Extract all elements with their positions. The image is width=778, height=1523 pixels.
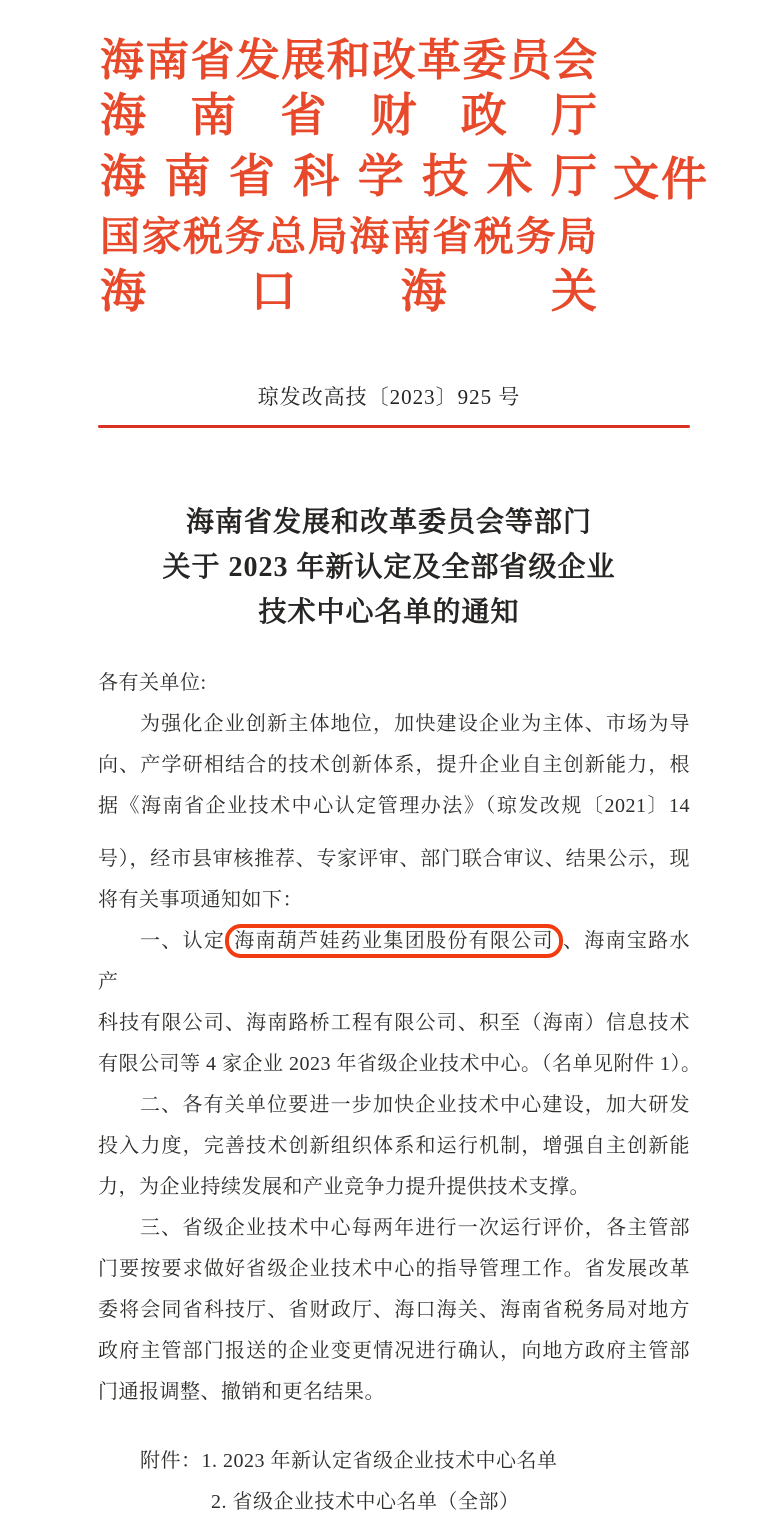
body-line: 据《海南省企业技术中心认定管理办法》（琼发改规〔2021〕14 xyxy=(98,795,690,817)
body-line: 科技有限公司、海南路桥工程有限公司、积至（海南）信息技术 xyxy=(98,1012,690,1034)
body-line-item-one xyxy=(98,921,690,1003)
doc-number: 琼发改高技〔2023〕925 号 xyxy=(257,385,521,409)
highlighted-company-name: 海南葫芦娃药业集团股份有限公司 xyxy=(234,930,554,952)
agency-line-3-row xyxy=(100,143,778,209)
body-line: 政府主管部门报送的企业变更情况进行确认，向地方政府主管部 xyxy=(98,1340,690,1362)
body-line: 将有关事项通知如下： xyxy=(98,889,303,911)
body-line: 有限公司等 4 家企业 2023 年省级企业技术中心。（名单见附件 1）。 xyxy=(98,1053,702,1075)
body-line: 力，为企业持续发展和产业竞争力提升提供技术支撑。 xyxy=(98,1176,590,1198)
letterhead xyxy=(0,0,778,319)
attachment-label: 附件： xyxy=(140,1450,202,1472)
agency-line-2: 海南省财政厅 xyxy=(100,90,597,141)
body-line: 委将会同省科技厅、省财政厅、海口海关、海南省税务局对地方 xyxy=(98,1299,690,1321)
item-one-prefix: 一、认定 xyxy=(140,930,226,952)
body-line: 门要按要求做好省级企业技术中心的指导管理工作。省发展改革 xyxy=(98,1258,690,1280)
notice-title xyxy=(0,500,778,635)
doc-type-label: 文件 xyxy=(613,154,709,205)
agency-line-3: 海南省科学技术厅 xyxy=(100,150,597,202)
body-line: 号），经市县审核推荐、专家评审、部门联合审议、结果公示，现 xyxy=(98,848,690,870)
red-separator-line xyxy=(98,425,690,428)
body-line: 三、省级企业技术中心每两年进行一次运行评价，各主管部 xyxy=(140,1217,690,1239)
highlight-annotation-box xyxy=(225,924,563,958)
attachment-list xyxy=(98,1441,690,1523)
item-one-suffix: 、海南宝路水产 xyxy=(98,930,690,993)
attachment-item-1-text: 1. 2023 年新认定省级企业技术中心名单 xyxy=(201,1450,558,1472)
notice-body xyxy=(98,663,702,1523)
agency-line-1: 海南省发展和改革委员会 xyxy=(100,36,597,85)
body-line: 为强化企业创新主体地位，加快建设企业为主体、市场为导 xyxy=(140,713,690,735)
body-line: 二、各有关单位要进一步加快企业技术中心建设，加大研发 xyxy=(140,1094,690,1116)
body-line: 门通报调整、撤销和更名结果。 xyxy=(98,1381,385,1403)
attachment-item-1 xyxy=(98,1441,690,1482)
attachment-item-2 xyxy=(98,1482,690,1523)
agency-line-4: 国家税务总局海南省税务局 xyxy=(100,214,597,259)
agency-line-5: 海口海关 xyxy=(100,266,597,317)
notice-title-line-3: 技术中心名单的通知 xyxy=(258,597,520,628)
attachment-item-2-text: 2. 省级企业技术中心名单（全部） xyxy=(211,1491,520,1513)
notice-title-line-2: 关于 2023 年新认定及全部省级企业 xyxy=(162,552,616,583)
salutation: 各有关单位: xyxy=(98,672,207,694)
body-line: 向、产学研相结合的技术创新体系，提升企业自主创新能力，根 xyxy=(98,754,690,776)
notice-title-line-1: 海南省发展和改革委员会等部门 xyxy=(185,507,592,538)
body-line: 投入力度，完善技术创新组织体系和运行机制，增强自主创新能 xyxy=(98,1135,690,1157)
